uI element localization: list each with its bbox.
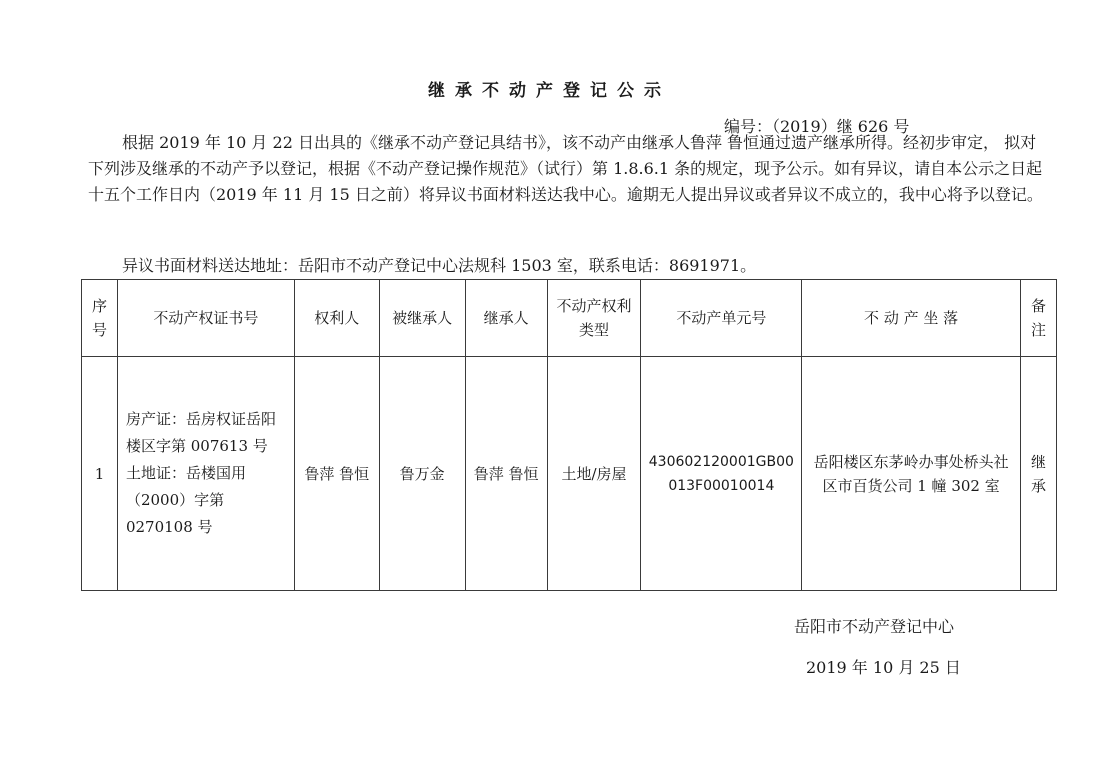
issue-date: 2019 年 10 月 25 日 <box>806 658 961 677</box>
cert-house: 房产证：岳房权证岳阳楼区字第 007613 号 <box>125 410 276 455</box>
document-number: 编号：（2019）继 626 号 <box>724 117 910 136</box>
header-holder: 权利人 <box>294 280 379 357</box>
cell-holder: 鲁萍 鲁恒 <box>294 357 379 591</box>
header-decedent: 被继承人 <box>379 280 465 357</box>
cell-location: 岳阳楼区东茅岭办事处桥头社区市百货公司 1 幢 302 室 <box>802 357 1021 591</box>
cell-unit-no: 430602120001GB00013F00010014 <box>641 357 802 591</box>
objection-address: 异议书面材料送达地址：岳阳市不动产登记中心法规科 1503 室，联系电话：8691971。 <box>122 256 757 275</box>
header-cert: 不动产权证书号 <box>117 280 294 357</box>
header-right-type: 不动产权利类型 <box>547 280 641 357</box>
header-location: 不 动 产 坐 落 <box>802 280 1021 357</box>
issuer-signature: 岳阳市不动产登记中心 <box>794 617 955 636</box>
table-row <box>82 357 1057 591</box>
registration-table <box>81 279 1057 591</box>
document-title: 继承不动产登记公示 <box>428 81 671 101</box>
cell-decedent: 鲁万金 <box>379 357 465 591</box>
cert-land: 土地证：岳楼国用（2000）字第 0270108 号 <box>125 464 246 536</box>
main-paragraph: 根据 2019 年 10 月 22 日出具的《继承不动产登记具结书》，该不动产由继承人鲁萍 鲁恒通过遗产继承所得。经初步审定， 拟对下列涉及继承的不动产予以登记，根据《不动产登记操作规范》（试行）第 1.8.6.1 条的规定，现予公示。如有异议，请自本公示之日起十五个工作日内（2019 年 11 月 15 日之前）将异议书面材料送达我中心。逾期无人提出异议或者异议不成立的，我中心将予以登记。 <box>88 133 1043 204</box>
cell-remark: 继承 <box>1020 357 1056 591</box>
cell-right-type: 土地/房屋 <box>547 357 641 591</box>
header-heir: 继承人 <box>465 280 547 357</box>
cell-cert <box>117 357 294 591</box>
header-seq: 序号 <box>82 280 118 357</box>
cell-seq: 1 <box>82 357 118 591</box>
cell-heir: 鲁萍 鲁恒 <box>465 357 547 591</box>
header-remark: 备注 <box>1020 280 1056 357</box>
table-header-row <box>82 280 1057 357</box>
header-unit-no: 不动产单元号 <box>641 280 802 357</box>
